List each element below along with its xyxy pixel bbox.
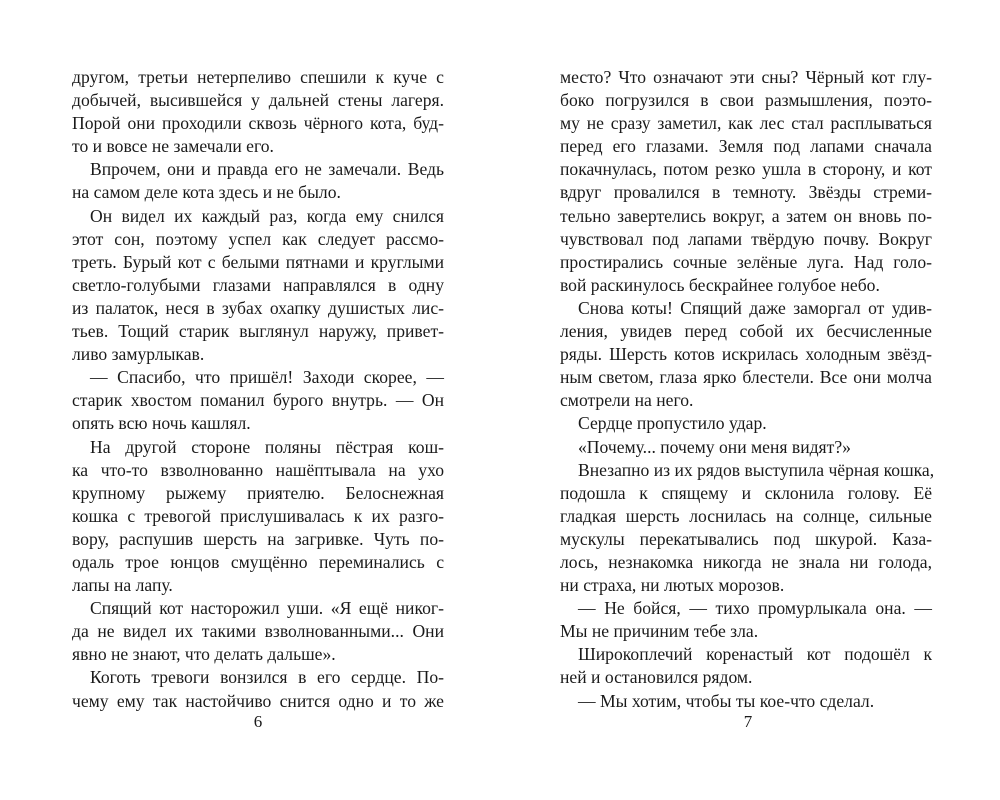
text-line: — Мы хотим, чтобы ты кое-что сделал. bbox=[578, 690, 875, 711]
text-line: «Почему... почему они меня видят?» bbox=[578, 436, 851, 457]
text-line: Мы не причиним тебе зла. bbox=[560, 621, 759, 642]
text-line: вору, распушив шерсть на загривке. Чуть по- bbox=[72, 528, 444, 549]
text-line: перед его глазами. Земля под лапами сначала bbox=[560, 136, 932, 157]
text-line: Сердце пропустило удар. bbox=[578, 413, 767, 434]
text-line: на самом деле кота здесь и не было. bbox=[72, 182, 341, 203]
right-page bbox=[560, 66, 935, 713]
text-line: ней и остановился рядом. bbox=[560, 667, 753, 688]
text-line: — Спасибо, что пришёл! Заходи скорее, — bbox=[90, 367, 444, 388]
text-line: Порой они проходили сквозь чёрного кота, буд- bbox=[72, 113, 444, 134]
text-line: вой раскинулось бескрайнее голубое небо. bbox=[560, 274, 880, 295]
text-line: мускулы перекатывались под шкурой. Каза- bbox=[560, 528, 932, 549]
text-line: старик хвостом поманил бурого внутрь. — Он bbox=[72, 390, 444, 411]
text-line: ка что-то взволнованно нашёптывала на ухо bbox=[72, 459, 444, 480]
text-line: то и вовсе не замечали его. bbox=[72, 136, 274, 157]
left-page-text bbox=[72, 66, 444, 713]
text-line: Снова коты! Спящий даже заморгал от удив- bbox=[578, 297, 932, 318]
text-line: вдруг провалился в темноту. Звёзды стреми- bbox=[560, 182, 932, 203]
text-line: Он видел их каждый раз, когда ему снился bbox=[90, 205, 444, 226]
right-page-number: 7 bbox=[743, 712, 753, 731]
text-line: ления, увидев перед собой их бесчисленные bbox=[560, 321, 932, 342]
left-page bbox=[72, 66, 444, 713]
text-line: лапы на лапу. bbox=[72, 575, 173, 596]
text-line: ряды. Шерсть котов искрилась холодным звёзд- bbox=[560, 344, 932, 365]
text-line: чувствовал под лапами твёрдую почву. Вокруг bbox=[560, 228, 932, 249]
text-line: Широкоплечий коренастый кот подошёл к bbox=[578, 644, 932, 665]
right-page-text bbox=[560, 66, 935, 713]
text-line: светло-голубыми глазами направлялся в одну bbox=[72, 274, 444, 295]
text-line: из палаток, неся в зубах охапку душистых лис- bbox=[72, 297, 444, 318]
text-line: одаль трое юнцов смущённо переминались с bbox=[72, 551, 444, 572]
text-line: простирались сочные зелёные луга. Над голо- bbox=[560, 251, 932, 272]
text-line: этот сон, поэтому успел как следует рассмо- bbox=[72, 228, 444, 249]
text-line: кошка с тревогой прислушивалась к их разго- bbox=[72, 505, 444, 526]
text-line: треть. Бурый кот с белыми пятнами и круглыми bbox=[72, 251, 444, 272]
text-line: ливо замурлыкав. bbox=[72, 344, 205, 365]
text-line: ным светом, глаза ярко блестели. Все они молча bbox=[560, 367, 932, 388]
text-line: боко погрузился в свои размышления, поэто- bbox=[560, 90, 932, 111]
text-line: Спящий кот насторожил уши. «Я ещё никог- bbox=[90, 598, 444, 619]
text-line: тьев. Тощий старик выглянул наружу, привет- bbox=[72, 321, 444, 342]
text-line: крупному рыжему приятелю. Белоснежная bbox=[72, 482, 444, 503]
text-line: гладкая шерсть лоснилась на солнце, сильные bbox=[560, 505, 932, 526]
text-line: На другой стороне поляны пёстрая кош- bbox=[90, 436, 444, 457]
text-line: опять всю ночь кашлял. bbox=[72, 413, 251, 434]
text-line: чему ему так настойчиво снится одно и то же bbox=[72, 690, 444, 711]
text-line: Внезапно из их рядов выступила чёрная кошка, bbox=[578, 459, 935, 480]
text-line: му не сразу заметил, как лес стал расплываться bbox=[560, 113, 932, 134]
text-line: явно не знают, что делать дальше». bbox=[72, 644, 336, 665]
text-line: покачнулась, потом резко ушла в сторону, и кот bbox=[560, 159, 932, 180]
text-line: смотрели на него. bbox=[560, 390, 694, 411]
text-line: другом, третьи нетерпеливо спешили к куче с bbox=[72, 67, 444, 87]
text-line: добычей, высившейся у дальней стены лагеря. bbox=[72, 90, 444, 111]
text-line: — Не бойся, — тихо промурлыкала она. — bbox=[578, 598, 932, 619]
text-line: Коготь тревоги вонзился в его сердце. По- bbox=[90, 667, 444, 688]
text-line: ни страха, ни лютых морозов. bbox=[560, 575, 785, 596]
text-line: место? Что означают эти сны? Чёрный кот глу- bbox=[560, 67, 932, 87]
text-line: подошла к спящему и склонила голову. Её bbox=[560, 482, 932, 503]
left-page-number: 6 bbox=[253, 712, 263, 731]
text-line: лось, незнакомка никогда не знала ни голода, bbox=[560, 551, 932, 572]
text-line: Впрочем, они и правда его не замечали. Ведь bbox=[90, 159, 444, 180]
text-line: тельно завертелись вокруг, а затем он вновь по- bbox=[560, 205, 932, 226]
text-line: да не видел их такими взволнованными... Они bbox=[72, 621, 444, 642]
